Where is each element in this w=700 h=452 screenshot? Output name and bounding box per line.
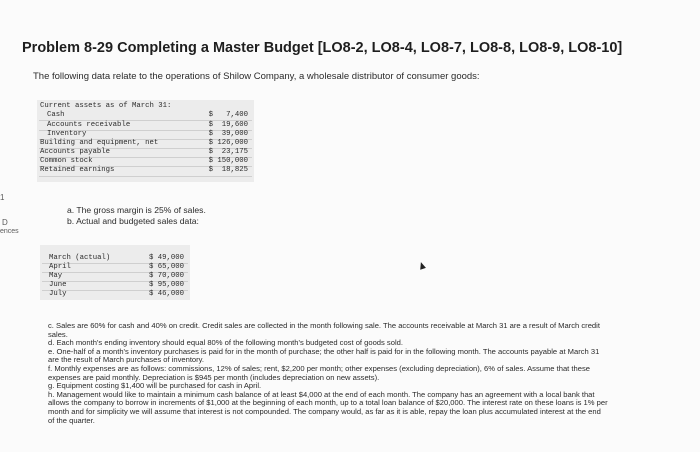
sales-row-value: $ 46,000	[148, 290, 184, 298]
problem-title: Problem 8-29 Completing a Master Budget [LO8-2, LO8-4, LO8-7, LO8-8, LO8-9, LO8-10]	[22, 40, 623, 56]
assets-table-header: Current assets as of March 31:	[40, 102, 172, 110]
sales-row-label: July	[49, 290, 67, 298]
assets-row-value: $ 39,000	[208, 130, 248, 138]
assets-row-label: Retained earnings	[40, 166, 115, 174]
sales-row-value: $ 49,000	[148, 254, 184, 262]
assets-row-label: Inventory	[47, 130, 87, 138]
item-b-text: b. Actual and budgeted sales data:	[67, 216, 199, 226]
note-h: h. Management would like to maintain a minimum cash balance of at least $4,000 at the end of each month. The company has an agreement with a local bank that allows the company to borrow in increments of $1,000 at the beginning of each month, up to a total loan balance of $20,000. The interest rate on these loans is 1% per month and for simplicity we will assume that interest is not compounded. The company would, as far as it is able, repay the loan plus accumulated interest at the end of the quarter.	[48, 389, 608, 425]
note-e: e. One-half of a month's inventory purchases is paid for in the month of purchase; the other half is paid for in the following month. The accounts payable at March 31 are the result of March purchases of inventory.	[48, 346, 600, 365]
assets-row-value: $ 150,000	[208, 157, 248, 165]
assets-row-label: Accounts payable	[40, 148, 111, 156]
edge-fragment: D	[2, 218, 8, 227]
sales-row-label: April	[49, 263, 71, 271]
mouse-cursor-icon	[418, 261, 426, 270]
assets-row-label: Common stock	[40, 157, 93, 165]
assets-row-value: $ 23,175	[208, 148, 248, 156]
assets-row-label: Accounts receivable	[47, 121, 131, 129]
sales-row-value: $ 95,000	[148, 281, 184, 289]
note-c: c. Sales are 60% for cash and 40% on credit. Credit sales are collected in the month following sale. The accounts receivable at March 31 are a result of March credit sales.	[48, 321, 600, 339]
note-g: g. Equipment costing $1,400 will be purchased for cash in April.	[48, 381, 262, 391]
edge-fragment: ences	[0, 228, 19, 235]
sales-row-value: $ 70,000	[148, 272, 184, 280]
sales-row-label: May	[49, 272, 63, 280]
assets-row-value: $ 126,000	[208, 139, 248, 147]
item-a-text: a. The gross margin is 25% of sales.	[67, 205, 206, 215]
note-f: f. Monthly expenses are as follows: commissions, 12% of sales; rent, $2,200 per month; other expenses (excluding depreciation), 6% of sales. Assume that these expenses are paid monthly. Depreciation is $945 per month (includes depreciation on new assets).	[48, 363, 590, 382]
assets-row-label: Building and equipment, net	[40, 139, 159, 147]
current-assets-table	[37, 100, 254, 182]
assumptions-list	[48, 322, 608, 425]
row-divider	[39, 176, 252, 177]
sales-row-label: March (actual)	[49, 254, 111, 262]
sales-row-label: June	[49, 281, 67, 289]
sales-row-value: $ 65,000	[148, 263, 184, 271]
sales-data-table	[40, 245, 190, 300]
problem-intro: The following data relate to the operations of Shilow Company, a wholesale distributor of consumer goods:	[33, 71, 480, 82]
assets-row-value: $ 18,825	[208, 166, 248, 174]
assets-row-value: $ 7,400	[208, 111, 248, 119]
assets-row-label: Cash	[47, 111, 65, 119]
note-d: d. Each month's ending inventory should equal 80% of the following month's budgeted cost of goods sold.	[48, 338, 403, 348]
assets-row-value: $ 19,600	[208, 121, 248, 129]
edge-fragment: 1	[0, 193, 5, 202]
